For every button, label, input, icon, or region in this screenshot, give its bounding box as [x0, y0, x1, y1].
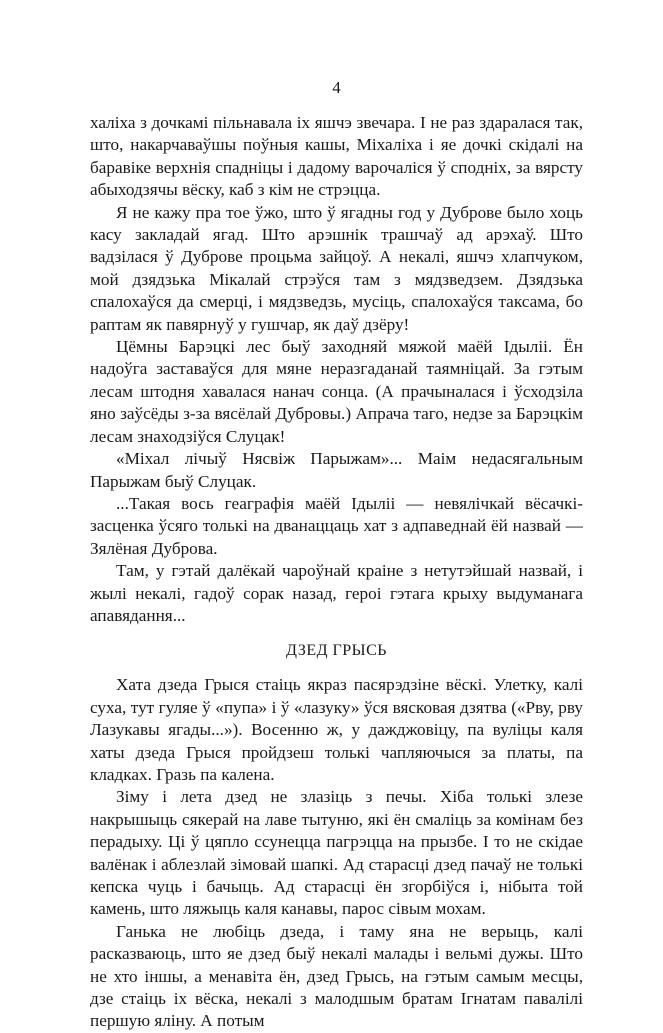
intro-text [90, 112, 583, 627]
paragraph: халіха з дочкамі пільнавала іх яшчэ звечара. І не раз здаралася так, што, накарчаваўшы поўныя кашы, Міхаліха і яе дочкі скідалі на баравіке верхнія спадніцы і дадому варочаліся ў сподніх, за вярсту абыходзячы вёску, каб з кім не стрэцца. [90, 113, 583, 200]
paragraph: Зіму і лета дзед не злазіць з печы. Хіба толькі злезе накрышыць сякерай на лаве тытуню, які ён смаліць за комінам без перадыху. Ці ў цяпло ссунецца пагрэцца на прызбе. І то не скідае валёнак і аблезлай зімовай шапкі. Ад старасці дзед пачаў не толькі кепска чуць і бачыць. Ад старасці ён згорбіўся і, нібыта той камень, што ляжыць каля канавы, парос сівым мохам. [90, 787, 583, 919]
paragraph: Там, у гэтай далёкай чароўнай краіне з нетутэйшай назвай, і жылі некалі, гадоў сорак назад, героі гэтага крыху выдуманага апавядання... [90, 561, 583, 625]
section-title: ДЗЕД ГРЫСЬ [286, 642, 387, 660]
paragraph: Хата дзеда Грыся стаіць якраз пасярэдзіне вёскі. Улетку, калі суха, тут гуляе ў «пупа» і ў «лазуку» ўся вясковая дзятва («Рву, рву Лазукавы ягады...»). Восенню ж, у дажджовіцу, па вуліцы каля хаты дзеда Грыся пройдзеш толькі чапляючыся за платы, па кладках. Гразь па калена. [90, 675, 583, 784]
paragraph: ...Такая вось геаграфія маёй Ідыліі — невялічкай вёсачкі-засценка ўсяго толькі на дванаццаць хат з адпаведнай ёй назвай — Зялёная Дуброва. [90, 493, 583, 558]
page-number: 4 [332, 78, 341, 97]
section-text [90, 674, 583, 1033]
paragraph: «Міхал лічыў Нясвіж Парыжам»... Маім недасягальным Парыжам быў Слуцак. [90, 449, 583, 491]
paragraph: Цёмны Барэцкі лес быў заходняй мяжой маёй Ідыліі. Ён надоўга заставаўся для мяне неразгаданай таямніцай. За гэтым лесам штодня хавалася нанач сонца. (А прачыналася і ўсходзіла яно заўсёды з-за вясёлай Дубровы.) Апрача таго, недзе за Барэцкім лесам знаходзіўся Слуцак! [90, 337, 583, 446]
paragraph: Я не кажу пра тое ўжо, што ў ягадны год у Дуброве было хоць касу закладай ягад. Што арэшнік трашчаў ад арэхаў. Што вадзілася ў Дуброве процьма зайцоў. А некалі, яшчэ хлапчуком, мой дзядзька Мікалай стрэўся там з мядзведзем. Дзядзька спалохаўся да смерці, і мядзведзь, мусіць, спалохаўся таксама, бо раптам як павярнуў у гушчар, як даў дзёру! [90, 202, 583, 334]
paragraph: Ганька не любіць дзеда, і таму яна не верыць, калі расказваюць, што яе дзед быў некалі малады і вельмі дужы. Што не хто іншы, а менавіта ён, дзед Грысь, на гэтым самым месцы, дзе стаіць іх вёска, некалі з малодшым братам Ігнатам павалілі першую яліну. А потым [90, 921, 583, 1031]
